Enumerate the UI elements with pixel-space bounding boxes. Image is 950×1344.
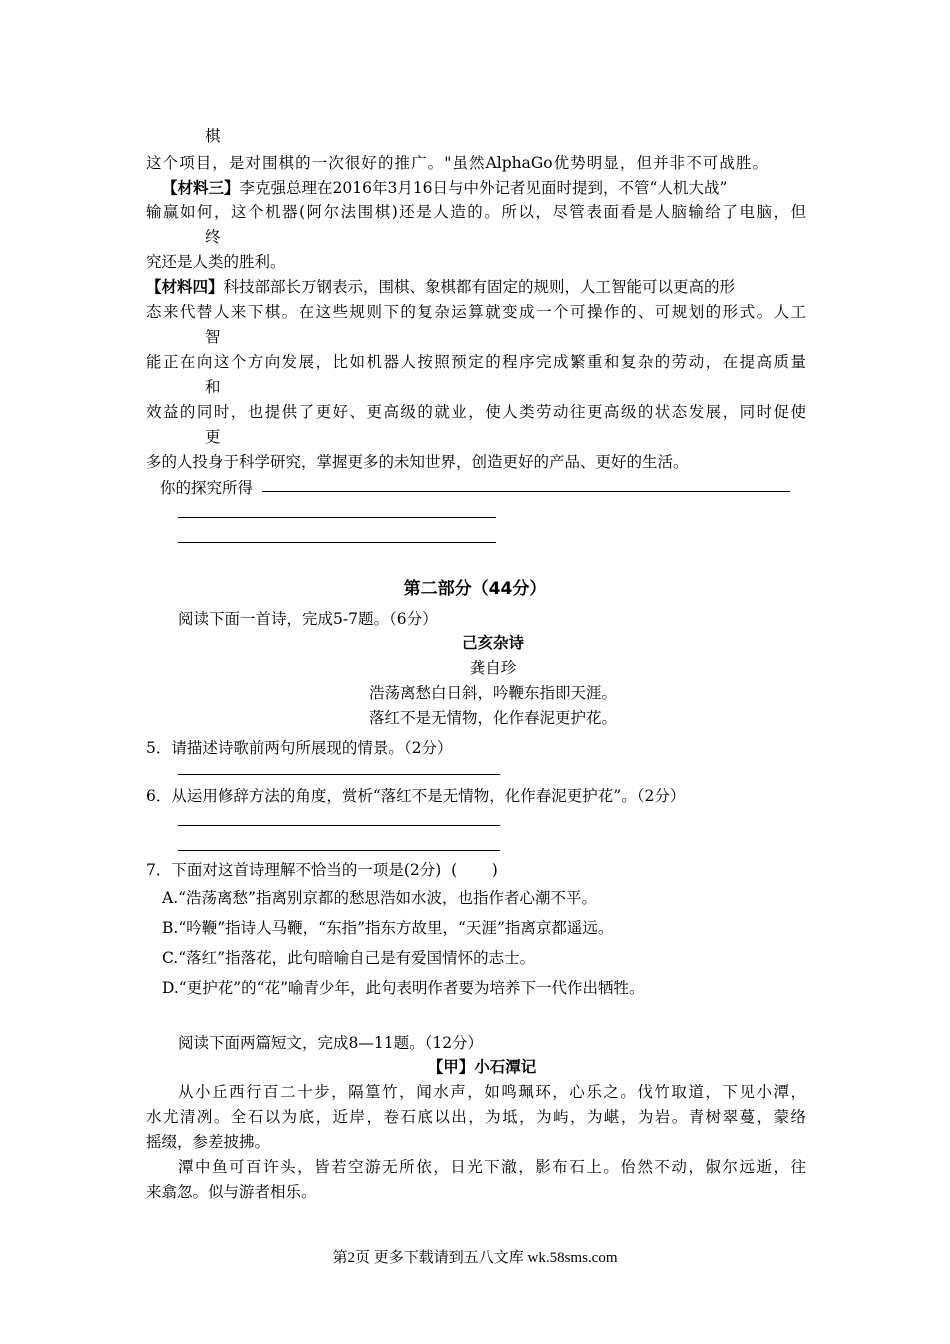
text-line: 终 — [205, 228, 221, 246]
question-7: 7．下面对这首诗理解不恰当的一项是(2分) ( ) — [146, 861, 498, 879]
text-line: 多的人投身于科学研究，掌握更多的未知世界，创造更好的产品、更好的生活。 — [146, 453, 689, 471]
text-line: 潭中鱼可百许头，皆若空游无所依，日光下澈，影布石上。佁然不动，俶尔远逝，往 — [178, 1158, 806, 1176]
poem-line: 落红不是无情物，化作春泥更护花。 — [368, 709, 617, 727]
answer-line[interactable] — [178, 850, 500, 851]
answer-line[interactable] — [178, 542, 496, 543]
text-line: 棋 — [205, 127, 221, 145]
text-line: 水尤清冽。全石以为底，近岸，卷石底以出，为坻，为屿，为嵁，为岩。青树翠蔓，蒙络 — [146, 1108, 806, 1126]
text-line: 更 — [205, 428, 221, 446]
text-line: 能正在向这个方向发展，比如机器人按照预定的程序完成繁重和复杂的劳动，在提高质量 — [146, 353, 806, 371]
explore-answer-label: 你的探究所得 — [160, 479, 254, 497]
text-line: 这个项目，是对围棋的一次很好的推广。"虽然AlphaGo优势明显，但并非不可战胜。 — [146, 154, 768, 172]
material-4-paragraph — [146, 277, 735, 297]
text-line: 究还是人类的胜利。 — [146, 253, 286, 271]
answer-line[interactable] — [178, 774, 500, 775]
option-b: B.“吟鞭”指诗人马鞭，“东指”指东方故里，“天涯”指离京都遥远。 — [162, 919, 614, 937]
prose-title: 【甲】小石潭记 — [427, 1058, 537, 1076]
page-footer: 第2页 更多下载请到五八文库 wk.58sms.com — [332, 1250, 618, 1266]
option-c: C.“落红”指落花，此句暗喻自己是有爱国情怀的志士。 — [162, 949, 536, 967]
text-line: 李克强总理在2016年3月16日与中外记者见面时提到，不管“人机大战” — [239, 179, 728, 197]
material-4-tag: 【材料四】 — [146, 277, 224, 296]
question-6: 6．从运用修辞方法的角度，赏析“落红不是无情物，化作春泥更护花”。（2分） — [146, 787, 686, 805]
section-heading: 第二部分（44分） — [403, 579, 547, 599]
answer-line[interactable] — [178, 517, 496, 518]
poem-line: 浩荡离愁白日斜，吟鞭东指即天涯。 — [368, 684, 617, 702]
text-line: 来翕忽。似与游者相乐。 — [146, 1183, 317, 1201]
option-a: A.“浩荡离愁”指离别京都的愁思浩如水波，也指作者心潮不平。 — [162, 889, 597, 907]
text-line: 态来代替人来下棋。在这些规则下的复杂运算就变成一个可操作的、可规划的形式。人工 — [146, 303, 806, 321]
option-d: D.“更护花”的“花”喻青少年，此句表明作者要为培养下一代作出牺牲。 — [162, 979, 645, 997]
material-3-paragraph — [162, 178, 727, 198]
material-3-tag: 【材料三】 — [162, 178, 240, 197]
text-line: 效益的同时，也提供了更好、更高级的就业，使人类劳动往更高级的状态发展，同时促使 — [146, 403, 806, 421]
text-line: 智 — [205, 328, 221, 346]
text-line: 输赢如何，这个机器(阿尔法围棋)还是人造的。所以，尽管表面看是人脑输给了电脑，但 — [146, 203, 806, 221]
poem-title: 己亥杂诗 — [461, 634, 524, 652]
prose-instruction: 阅读下面两篇短文，完成8—11题。（12分） — [178, 1034, 484, 1052]
text-line: 摇缀，参差披拂。 — [146, 1133, 271, 1151]
text-line: 和 — [205, 378, 221, 396]
question-5: 5．请描述诗歌前两句所展现的情景。（2分） — [146, 739, 453, 757]
answer-line[interactable] — [178, 825, 500, 826]
poem-instruction: 阅读下面一首诗，完成5-7题。（6分） — [178, 610, 438, 628]
poem-author: 龚自珍 — [469, 659, 517, 677]
answer-line[interactable] — [262, 491, 790, 492]
text-line: 科技部部长万钢表示，围棋、象棋都有固定的规则，人工智能可以更高的形 — [223, 278, 736, 296]
text-line: 从小丘西行百二十步，隔篁竹，闻水声，如鸣珮环，心乐之。伐竹取道，下见小潭， — [178, 1083, 806, 1101]
